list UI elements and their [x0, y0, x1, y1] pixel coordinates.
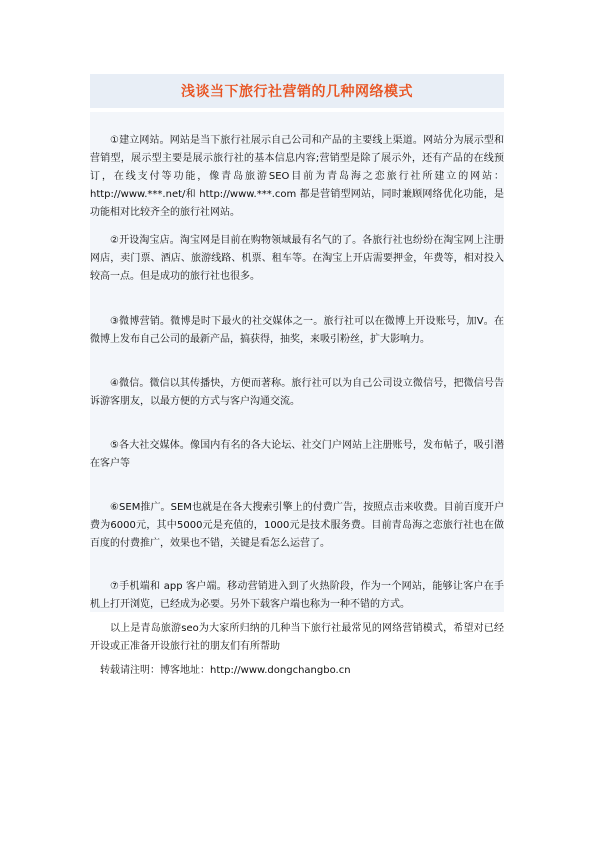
repost-notice: 转载请注明：博客地址：http://www.dongchangbo.cn — [100, 665, 351, 676]
page-title: 浅谈当下旅行社营销的几种网络模式 — [181, 84, 413, 100]
paragraph-sem: ⑥SEM推广。SEM也就是在各大搜索引擎上的付费广告，按照点击来收费。目前百度开户费为6000元，其中5000元是充值的，1000元是技术服务费。目前青岛海之恋旅行社也在做百度的付费推广，效果也不错，关键是看怎么运营了。 — [90, 502, 504, 549]
paragraph-wechat: ④微信。微信以其传播快，方便而著称。旅行社可以为自己公司设立微信号，把微信号告诉游客朋友，以最方便的方式与客户沟通交流。 — [90, 378, 504, 407]
paragraph-social-media: ⑤各大社交媒体。像国内有名的各大论坛、社交门户网站上注册账号，发布帖子，吸引潜在客户等 — [90, 440, 504, 469]
title-banner — [90, 74, 504, 108]
paragraph-weibo: ③微博营销。微博是时下最火的社交媒体之一。旅行社可以在微博上开设账号，加V。在微博上发布自己公司的最新产品，搞获得，抽奖，来吸引粉丝，扩大影响力。 — [90, 316, 504, 345]
paragraph-taobao: ②开设淘宝店。淘宝网是目前在购物领域最有名气的了。各旅行社也纷纷在淘宝网上注册网店，卖门票、酒店、旅游线路、机票、租车等。在淘宝上开店需要押金，年费等，相对投入较高一点。但是成功的旅行社也很多。 — [90, 235, 504, 282]
paragraph-summary: 以上是青岛旅游seo为大家所归纳的几种当下旅行社最常见的网络营销模式，希望对已经开设或正准备开设旅行社的朋友们有所帮助 — [90, 623, 504, 652]
paragraph-website: ①建立网站。网站是当下旅行社展示自己公司和产品的主要线上渠道。网站分为展示型和营销型，展示型主要是展示旅行社的基本信息内容;营销型是除了展示外，还有产品的在线预订，在线支付等功能，像青岛旅游SEO目前为青岛海之恋旅行社所建立的网站：http://www.***.net/和 http://www.***.com 都是营销型网站，同时兼顾网络优化功能，是功能相对比较齐全的旅行社网站。 — [90, 135, 504, 218]
article-body — [90, 112, 504, 612]
paragraph-mobile: ⑦手机端和 app 客户端。移动营销进入到了火热阶段，作为一个网站，能够让客户在手机上打开浏览，已经成为必要。另外下载客户端也称为一种不错的方式。 — [90, 581, 504, 610]
